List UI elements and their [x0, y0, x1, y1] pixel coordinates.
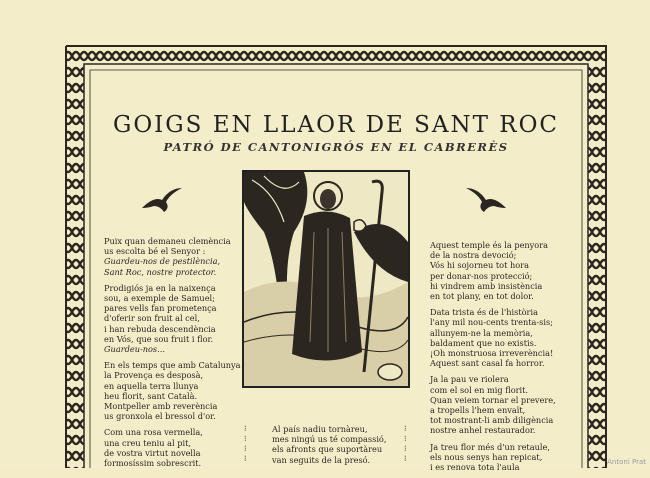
verse-line: en Vós, que sou fruit i flor.: [104, 333, 214, 344]
verse-line: heu florit, sant Català.: [104, 390, 198, 401]
refrain-line: Guardeu-nos...: [104, 344, 165, 355]
stanza: [104, 236, 241, 277]
swallow-right-icon: [464, 186, 508, 216]
stanza: [272, 424, 386, 465]
verse-line: us gronxola el bressol d'or.: [104, 411, 216, 422]
verse-line: van seguits de la presó.: [272, 454, 371, 465]
stanza: [430, 374, 556, 435]
verse-line: en aquella terra llunya: [104, 380, 199, 391]
refrain-line: Sant Roc, nostre protector.: [104, 266, 217, 277]
verse-line: Montpeller amb reverència: [104, 401, 218, 412]
column-separator: ⁝ ⁝ ⁝ ⁝: [404, 424, 407, 463]
stanza: [104, 360, 241, 421]
verse-line: formosíssim sobrescrit.: [104, 458, 202, 469]
verse-line: Quan veiem tornar el prevere,: [430, 394, 556, 405]
verse-line: Aquest sant casal fa horror.: [430, 358, 545, 369]
verse-line: sou, a exemple de Samuel;: [104, 293, 215, 304]
stanza-column-left: [104, 236, 241, 474]
stanza: [430, 240, 556, 301]
swallow-left-icon: [140, 186, 184, 216]
column-separator: ⁝ ⁝ ⁝ ⁝: [244, 424, 247, 463]
verse-line: Vós hi sojorneu tot hora: [430, 260, 530, 271]
verse-line: Ja la pau ve riolera: [430, 374, 509, 385]
verse-line: Puix quan demaneu clemència: [104, 236, 231, 246]
refrain-line: Guardeu-nos de pestilència,: [104, 256, 221, 267]
verse-line: en tot plany, en tot dolor.: [430, 291, 534, 302]
verse-line: tot mostrant-li amb diligència: [430, 415, 554, 426]
verse-line: d'oferir son fruit al cel,: [104, 313, 200, 324]
verse-line: i han rebuda descendència: [104, 323, 216, 334]
verse-line: Al país nadiu tornàreu,: [272, 424, 368, 434]
verse-line: pares vells fan prometença: [104, 303, 217, 314]
verse-line: i es renova tota l'aula: [430, 462, 520, 473]
verse-line: Aquest temple és la penyora: [430, 240, 549, 250]
stanza: [104, 427, 241, 468]
verse-line: baldament que no existis.: [430, 337, 537, 348]
saint-roc-woodcut-image: [242, 170, 410, 388]
stanza-column-right: [430, 240, 556, 478]
verse-line: per donar-nos protecció;: [430, 270, 533, 281]
verse-line: mes ningú us té compassió,: [272, 434, 387, 445]
verse-line: de la nostra devoció;: [430, 250, 517, 261]
verse-line: Com una rosa vermella,: [104, 427, 203, 438]
verse-line: l'any mil nou-cents trenta-sis;: [430, 317, 553, 328]
verse-line: els nous senys han repicat,: [430, 451, 543, 462]
verse-line: Ja treu flor més d'un retaule,: [430, 441, 550, 452]
verse-line: Prodigiós ja en la naixença: [104, 282, 216, 293]
verse-line: a tropells l'hem envaït,: [430, 405, 526, 416]
stanza-column-middle: [272, 424, 386, 471]
verse-line: com el sol en mig florit.: [430, 384, 529, 395]
verse-line: de vostra virtut novella: [104, 447, 201, 458]
verse-line: En els temps que amb Catalunya: [104, 360, 241, 371]
page-subtitle: PATRÓ DE CANTONIGRÓS EN EL CABRERÈS: [163, 140, 509, 154]
verse-line: la Provença es desposà,: [104, 370, 204, 381]
verse-line: Data trista és de l'història: [430, 307, 538, 318]
stanza: [430, 307, 556, 368]
verse-line: els afronts que suportàreu: [272, 444, 383, 455]
verse-line: nostre anhel restaurador.: [430, 425, 536, 436]
watermark-text: Antoni Prat: [607, 458, 646, 466]
verse-line: allunyem-ne la memòria,: [430, 327, 533, 338]
verse-line: una creu teniu al pit,: [104, 437, 192, 448]
verse-line: hi vindrem amb insistència: [430, 280, 543, 291]
stanza: [104, 283, 241, 354]
verse-line: ¡Oh monstruosa irreverència!: [430, 348, 554, 359]
page-title: GOIGS EN LLAOR DE SANT ROC: [112, 112, 560, 138]
verse-line: us escolta bé el Senyor :: [104, 246, 206, 257]
